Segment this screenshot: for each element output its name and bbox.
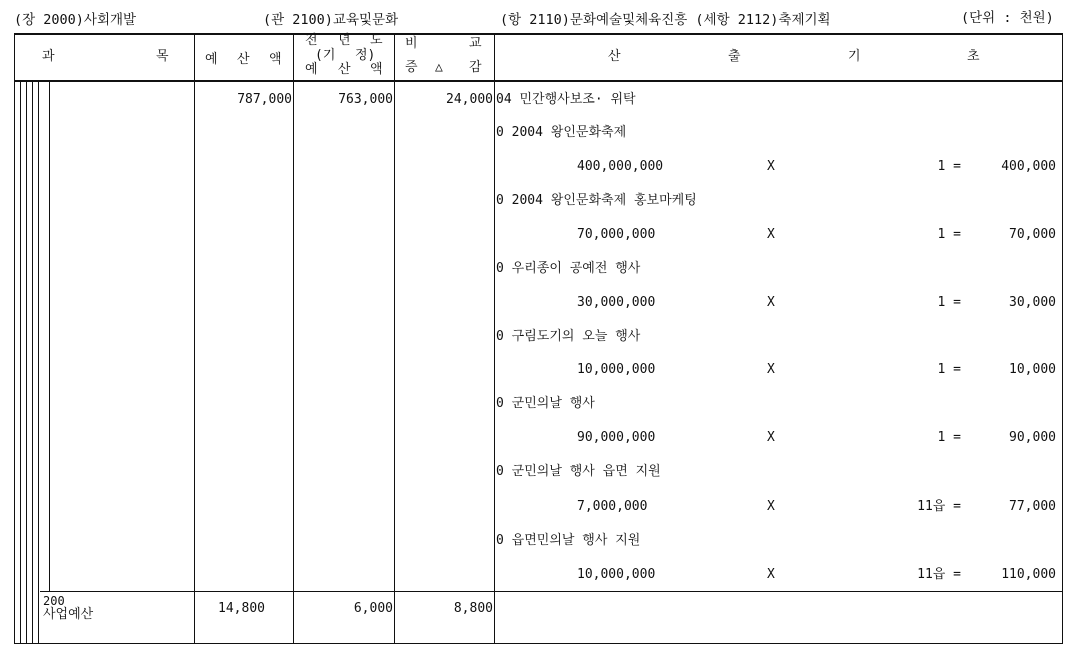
prev-header-2: 년	[338, 33, 351, 48]
prev-header-7: 산	[338, 62, 351, 77]
prev-header-1: 전	[305, 33, 318, 48]
basis-item-total: 30,000	[1009, 295, 1056, 310]
basis-item-count: 1 =	[937, 159, 961, 174]
row2-prev-budget: 6,000	[353, 601, 393, 616]
prev-header-3: 도	[370, 33, 383, 48]
header-bottom-border	[14, 80, 1063, 82]
basis-item-name: 0 군민의날 행사 읍면 지원	[496, 464, 661, 479]
nest-line-1	[20, 82, 21, 644]
basis-item-multiply: X	[767, 567, 775, 582]
row1-item-title: 04 민간행사보조· 위탁	[496, 92, 636, 107]
prev-header-6: 예	[305, 62, 318, 77]
table-top-border	[14, 33, 1063, 35]
basis-item-total: 90,000	[1009, 430, 1056, 445]
unit-label: (단위 : 천원)	[961, 10, 1054, 26]
nest-line-5	[49, 82, 50, 592]
basis-header-3: 기	[848, 49, 861, 64]
col-divider-2	[293, 33, 294, 644]
basis-item-amount: 70,000,000	[577, 227, 656, 242]
basis-item-total: 70,000	[1009, 227, 1056, 242]
basis-header-1: 산	[608, 49, 621, 64]
gwamok-header-1: 과	[42, 49, 55, 64]
table-bottom-border	[14, 643, 1063, 644]
basis-item-name: 0 2004 왕인문화축제	[496, 125, 627, 140]
nest-line-3	[32, 82, 33, 644]
basis-item-total: 110,000	[1001, 567, 1056, 582]
basis-item-multiply: X	[767, 499, 775, 514]
basis-item-multiply: X	[767, 227, 775, 242]
compare-header-4: △	[435, 60, 443, 75]
nest-line-4	[38, 82, 39, 644]
basis-item-total: 400,000	[1001, 159, 1056, 174]
basis-item-multiply: X	[767, 159, 775, 174]
basis-item-multiply: X	[767, 295, 775, 310]
basis-item-amount: 10,000,000	[577, 567, 656, 582]
compare-header-2: 교	[469, 36, 482, 51]
basis-header-2: 출	[728, 49, 741, 64]
left-border	[14, 33, 15, 644]
basis-item-multiply: X	[767, 362, 775, 377]
col-divider-4	[494, 33, 495, 644]
basis-item-count: 1 =	[937, 295, 961, 310]
compare-header-5: 감	[469, 60, 482, 75]
basis-item-name: 0 구림도기의 오늘 행사	[496, 329, 641, 344]
row2-difference: 8,800	[453, 601, 493, 616]
right-border	[1062, 33, 1063, 644]
basis-item-name: 0 군민의날 행사	[496, 396, 595, 411]
compare-header-1: 비	[405, 36, 418, 51]
basis-item-count: 11읍 =	[917, 499, 961, 514]
basis-item-count: 11읍 =	[917, 567, 961, 582]
basis-item-amount: 7,000,000	[577, 499, 648, 514]
prev-header-4: (기	[315, 48, 336, 63]
gwamok-header-2: 목	[156, 49, 169, 64]
basis-item-name: 0 읍면민의날 행사 지원	[496, 533, 641, 548]
jang-label: (장 2000)사회개발	[14, 12, 137, 28]
basis-item-name: 0 우리종이 공예전 행사	[496, 261, 641, 276]
basis-item-amount: 30,000,000	[577, 295, 656, 310]
budget-header-2: 산	[237, 52, 250, 67]
hang-label: (항 2110)문화예술및체육진흥 (세항 2112)축제기획	[500, 12, 831, 28]
basis-item-total: 77,000	[1009, 499, 1056, 514]
prev-header-5: 정)	[355, 48, 376, 63]
row1-budget: 787,000	[237, 92, 292, 107]
basis-item-name: 0 2004 왕인문화축제 홍보마케팅	[496, 193, 697, 208]
nest-line-2	[26, 82, 27, 644]
prev-header-8: 액	[370, 62, 383, 77]
col-divider-3	[394, 33, 395, 644]
basis-item-count: 1 =	[937, 227, 961, 242]
basis-item-amount: 10,000,000	[577, 362, 656, 377]
basis-item-total: 10,000	[1009, 362, 1056, 377]
row2-name: 사업예산	[43, 607, 94, 622]
basis-header-4: 초	[967, 49, 980, 64]
row1-prev-budget: 763,000	[338, 92, 393, 107]
col-divider-1	[194, 33, 195, 644]
basis-item-count: 1 =	[937, 430, 961, 445]
basis-item-count: 1 =	[937, 362, 961, 377]
row2-code: 200	[43, 594, 65, 608]
budget-header-3: 액	[269, 52, 282, 67]
row1-difference: 24,000	[446, 92, 493, 107]
compare-header-3: 증	[405, 60, 418, 75]
basis-item-multiply: X	[767, 430, 775, 445]
basis-item-amount: 90,000,000	[577, 430, 656, 445]
row2-budget: 14,800	[218, 601, 265, 616]
gwan-label: (관 2100)교육및문화	[263, 12, 399, 28]
budget-header-1: 예	[205, 52, 218, 67]
basis-item-amount: 400,000,000	[577, 159, 664, 174]
